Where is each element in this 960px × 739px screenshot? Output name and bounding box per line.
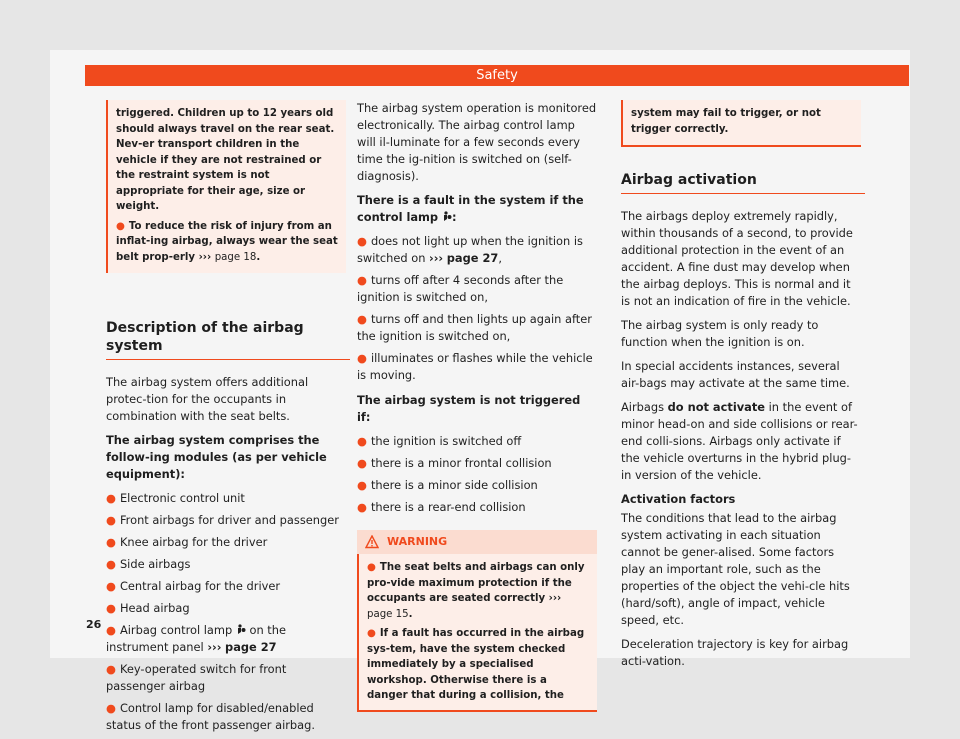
list-item: ● turns off after 4 seconds after the ignition is switched on, — [357, 273, 564, 304]
column-3 — [621, 100, 861, 677]
list-item: ● there is a minor side collision — [357, 478, 538, 492]
list-item: ● Central airbag for the driver — [106, 579, 281, 593]
link-arrow-icon: ››› — [207, 640, 222, 654]
paragraph: The airbag system operation is monitored electronically. The airbag control lamp will il-luminate for a few seconds every time the ig-nition is switched on (self-diagnosis). — [357, 101, 597, 183]
airbag-lamp-icon — [236, 624, 246, 635]
warning-triangle-icon — [365, 535, 379, 549]
warning-continuation: system may fail to trigger, or not trigger correctly. — [621, 100, 861, 147]
list-item: ● Front airbags for driver and passenger — [106, 513, 339, 527]
list-item: ● Control lamp for disabled/enabled status of the front passenger airbag. — [106, 701, 315, 732]
paragraph: Deceleration trajectory is key for airbag acti-vation. — [621, 637, 849, 668]
paragraph: The airbag system offers additional protec-tion for the occupants in combination with the seat belts. — [106, 375, 309, 423]
list-item: ● turns off and then lights up again after the ignition is switched on, — [357, 312, 592, 343]
factors-heading: Activation factors — [621, 492, 736, 506]
list-item: ● Electronic control unit — [106, 491, 245, 505]
bullet-icon: ● — [106, 535, 116, 549]
bullet-icon: ● — [357, 456, 367, 470]
page-link[interactable]: page 15 — [367, 608, 409, 620]
bullet-icon: ● — [106, 557, 116, 571]
paragraph: In special accidents instances, several air-bags may activate at the same time. — [621, 359, 850, 390]
not-triggered-heading: The airbag system is not triggered if: — [357, 393, 581, 424]
paragraph: The conditions that lead to the airbag system activating in each situation cannot be gener-alised. Some factors play an important role, such as the properties of the object the vehi-cle hits (hard/soft), angle of impact, vehicle speed, etc. — [621, 511, 850, 627]
list-item: ● Side airbags — [106, 557, 191, 571]
list-item: ● there is a minor frontal collision — [357, 456, 552, 470]
list-item: ● the ignition is switched off — [357, 434, 522, 448]
airbag-lamp-icon — [442, 211, 452, 222]
link-arrow-icon: ››› — [548, 593, 562, 604]
list-item: ● illuminates or flashes while the vehicle is moving. — [357, 351, 593, 382]
warning-bullet: ● To reduce the risk of injury from an inflat-ing airbag, always wear the seat belt prop-erly ››› page 18. — [116, 220, 338, 263]
bullet-icon: ● — [357, 500, 367, 514]
list-item: ● there is a rear-end collision — [357, 500, 526, 514]
link-arrow-icon: ››› — [429, 251, 444, 265]
bullet-icon: ● — [357, 478, 367, 492]
bullet-icon: ● — [106, 662, 116, 676]
warning-item: ● The seat belts and airbags can only pro-vide maximum protection if the occupants are seated correctly ››› page 15. — [367, 562, 585, 620]
bullet-icon: ● — [367, 628, 376, 639]
list-item: ● does not light up when the ignition is switched on ››› page 27, — [357, 234, 583, 265]
bullet-icon: ● — [116, 220, 125, 232]
column-1 — [106, 100, 346, 739]
list-item: ● Airbag control lamp on the instrument panel ››› page 27 — [106, 623, 286, 654]
bullet-icon: ● — [367, 562, 376, 573]
bullet-icon: ● — [106, 579, 116, 593]
page-number: 26 — [86, 618, 102, 631]
warning-header — [357, 530, 597, 554]
warning-continuation — [106, 100, 346, 273]
bullet-icon: ● — [106, 513, 116, 527]
bullet-icon: ● — [106, 491, 116, 505]
bullet-icon: ● — [357, 351, 367, 365]
manual-page — [50, 50, 910, 732]
warning-label: WARNING — [387, 535, 448, 548]
paragraph: The airbag system is only ready to function when the ignition is on. — [621, 318, 819, 349]
bullet-icon: ● — [106, 701, 116, 715]
paragraph: Airbags do not activate in the event of minor head-on and side collisions or rear-end colli-sions. Airbags only activate if the vehicle overturns in the hybrid plug-in version of the vehicle. — [621, 400, 858, 482]
link-arrow-icon: ››› — [198, 251, 212, 263]
page-link[interactable]: page 27 — [225, 640, 277, 654]
fault-heading: There is a fault in the system if the control lamp : — [357, 193, 584, 224]
warning-body — [357, 554, 597, 712]
warning-text: triggered. Children up to 12 years old should always travel on the rear seat. Nev-er transport children in the vehicle if they are not restrained or the restraint system is not appropriate for their age, size or weight. — [116, 108, 335, 212]
warning-box — [357, 530, 597, 712]
page-link[interactable]: page 27 — [446, 251, 499, 265]
warning-item: ● If a fault has occurred in the airbag sys-tem, have the system checked immediately by a specialised workshop. Otherwise there is a danger that during a collision, the — [367, 628, 585, 701]
column-2 — [357, 100, 597, 712]
bullet-icon: ● — [106, 623, 116, 637]
bullet-icon: ● — [357, 234, 367, 248]
list-item: ● Key-operated switch for front passenger airbag — [106, 662, 287, 693]
section-title: Description of the airbag system — [106, 319, 350, 360]
modules-heading: The airbag system comprises the follow-ing modules (as per vehicle equipment): — [106, 433, 327, 481]
paragraph: The airbags deploy extremely rapidly, within thousands of a second, to provide additional protection in the event of an accident. A fine dust may develop when the airbag deploys. This is normal and it is not an indication of fire in the vehicle. — [621, 209, 853, 308]
bullet-icon: ● — [357, 312, 367, 326]
bullet-icon: ● — [357, 273, 367, 287]
list-item: ● Knee airbag for the driver — [106, 535, 268, 549]
section-header: Safety — [85, 65, 909, 86]
bullet-icon: ● — [106, 601, 116, 615]
bullet-icon: ● — [357, 434, 367, 448]
list-item: ● Head airbag — [106, 601, 190, 615]
section-title: Airbag activation — [621, 171, 865, 194]
page-link[interactable]: page 18 — [214, 251, 257, 263]
